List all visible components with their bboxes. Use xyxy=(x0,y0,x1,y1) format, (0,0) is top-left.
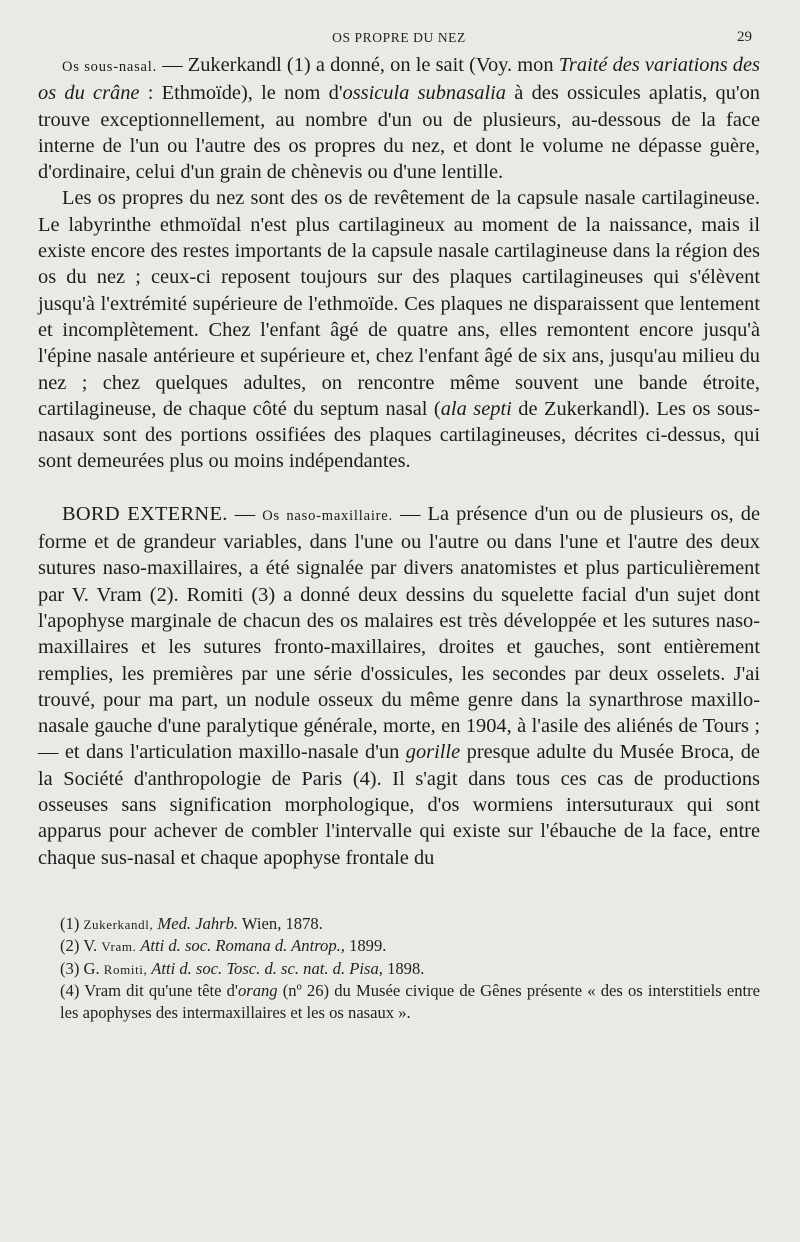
section-lead: Os sous-nasal. xyxy=(62,59,158,75)
footnote-author: Vram. xyxy=(101,939,137,955)
footnote-italic: orang xyxy=(237,981,278,1001)
section-heading: BORD EXTERNE. xyxy=(62,502,228,525)
italic-term: ossicula subnasalia xyxy=(342,82,506,105)
text-run: presque adulte du Musée Broca, de la Société d'anthropologie de Paris (4). Il s'agit dans tous ces cas de productions osseuses sans signification morphologique, d'os wormiens intersuturaux qui sont apparus pour achever de combler l'intervalle qui existe sur l'ébauche de la face, entre chaque sus-nasal et chaque apophyse frontale du xyxy=(38,741,760,869)
footnote-author: Zukerkandl, xyxy=(83,916,154,932)
text-run: de Zukerkandl). Les os sous-nasaux sont des portions ossifiées des plaques cartilagineuses, décrites ci-dessus, qui sont demeurées plus ou moins indépendantes. xyxy=(38,397,760,473)
text-run: — La présence d'un ou de plusieurs os, de forme et de grandeur variables, dans l'une ou l'autre ou dans l'une et l'autre des deux sutures naso-maxillaires, a été signalée par divers anatomistes et plus particulièrement par V. Vram (2). Romiti (3) a donné deux dessins du squelette facial d'un sujet dont l'apophyse marginale de chacun des os malaires est très développée et les sutures naso-maxillaires et les sutures fronto-maxillaires, droites et gauches, sont entièrement remplies, les premières par une série d'ossicules, les secondes par deux osselets. J'ai trouvé, pour ma part, un nodule osseux du même genre dans la synarthrose maxillo-nasale gauche d'une paralytique générale, morte, en 1904, à l'asile des aliénés de Tours ; — et dans l'articulation maxillo-nasale d'un xyxy=(38,502,760,764)
footnote-author: Romiti, xyxy=(103,961,148,977)
footnote-number: (3) G. xyxy=(60,958,104,978)
text-run: à des ossicules aplatis, qu'on trouve exceptionnellement, au nombre d'un ou de plusieurs, au-dessous de la face interne de l'un ou l'autre des os propres du nez, et dont le volume ne dépasse guère, d'ordinaire, celui d'un grain de chènevis ou d'une lentille. xyxy=(38,82,760,184)
text-run: — Zukerkandl (1) a donné, on le sait (Voy. mon xyxy=(157,54,559,76)
footnote-number: (1) xyxy=(60,913,84,933)
footnote-rest: Wien, 1878. xyxy=(238,913,323,933)
footnote-title: Atti d. soc. Romana d. Antrop., xyxy=(136,936,345,956)
running-title: OS PROPRE DU NEZ xyxy=(332,30,466,45)
body-text xyxy=(38,52,760,871)
footnotes xyxy=(38,913,760,1023)
paragraph-bord-externe xyxy=(38,501,760,871)
page-number: 29 xyxy=(737,29,752,45)
footnote-rest: 1899. xyxy=(344,936,387,956)
footnote-4 xyxy=(38,980,760,1023)
footnote-text: (nº 26) du Musée civique de Gênes présente « des os interstitiels entre les apophyses des intermaxillaires et les os nasaux ». xyxy=(60,981,760,1022)
footnote-rest: 1898. xyxy=(382,958,425,978)
paragraph-os-propres xyxy=(38,185,760,474)
footnote-text: (4) Vram dit qu'une tête d' xyxy=(60,981,238,1001)
text-run: : Ethmoïde), le nom d' xyxy=(139,82,343,105)
running-head xyxy=(38,24,760,52)
footnote-1 xyxy=(38,913,760,935)
italic-title: Traité des variations des os du crâne xyxy=(38,54,760,105)
text-run: Les os propres du nez sont des os de revêtement de la capsule nasale cartilagineuse. Le labyrinthe ethmoïdal n'est plus cartilagineux au moment de la naissance, mais il existe encore des restes importants de la capsule nasale cartilagineuse dans la région des os du nez ; ceux-ci reposent toujours sur des plaques cartilagineuses qui s'élèvent jusqu'à l'extrémité supérieure de l'ethmoïde. Ces plaques ne disparaissent que lentement et incomplètement. Chez l'enfant âgé de quatre ans, elles remontent encore jusqu'à l'épine nasale antérieure et supérieure et, chez l'enfant âgé de six ans, jusqu'au milieu du nez ; chez quelques adultes, on rencontre même souvent une bande étroite, cartilagineuse, de chaque côté du septum nasal ( xyxy=(38,187,760,420)
footnote-3 xyxy=(38,958,760,980)
footnote-2 xyxy=(38,935,760,957)
italic-term: ala septi xyxy=(440,397,512,420)
footnote-title: Med. Jahrb. xyxy=(153,913,239,933)
subsection-lead: Os naso-maxillaire. xyxy=(262,507,393,524)
text-run: — xyxy=(227,502,263,525)
italic-term: gorille xyxy=(405,741,461,764)
paragraph-os-sous-nasal xyxy=(38,52,760,185)
footnote-number: (2) V. xyxy=(60,936,102,956)
footnote-title: Atti d. soc. Tosc. d. sc. nat. d. Pisa, xyxy=(147,958,383,978)
